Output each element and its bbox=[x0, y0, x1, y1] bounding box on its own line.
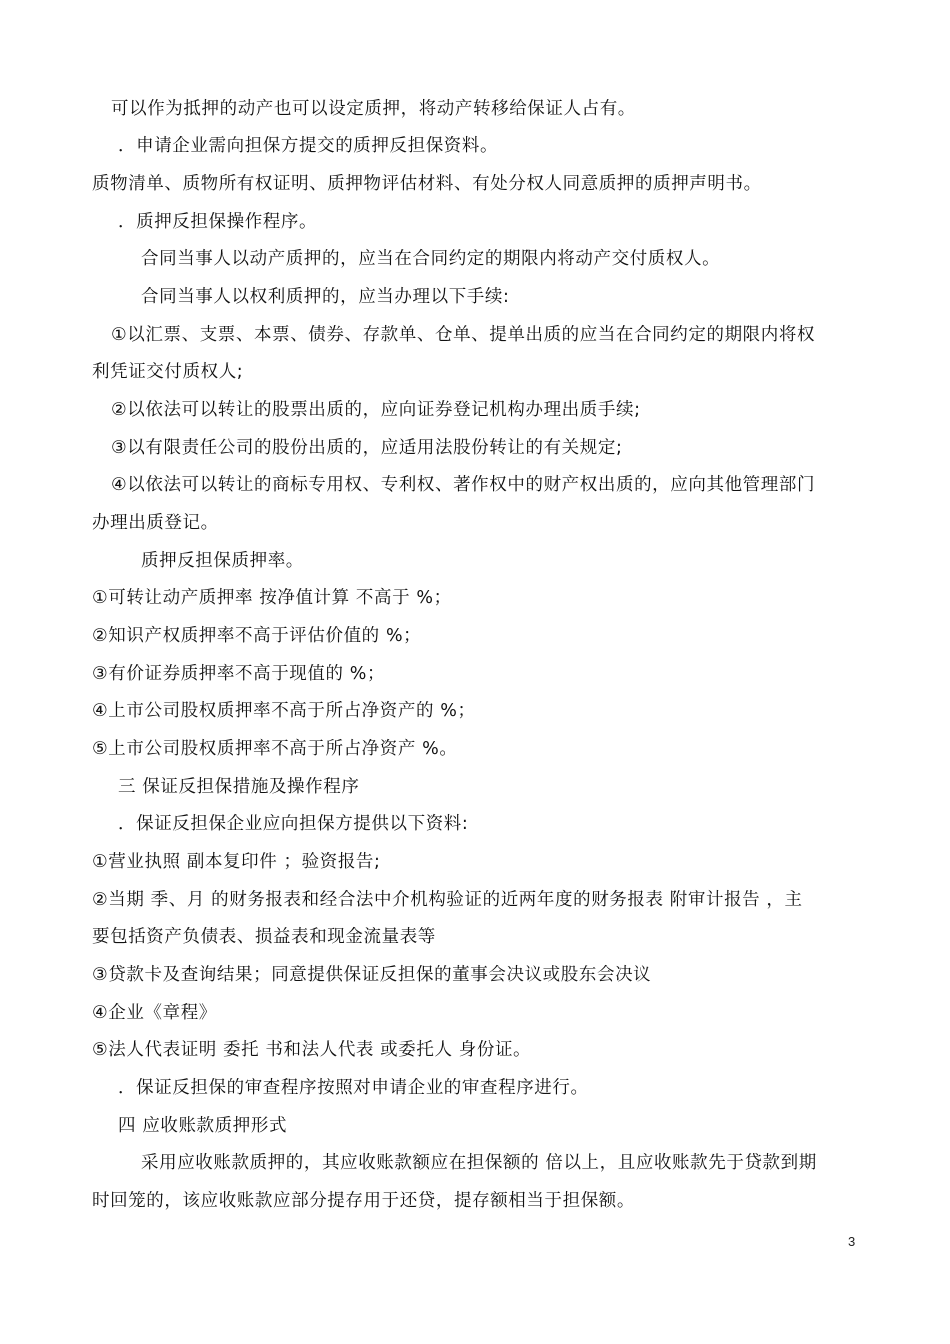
section-heading: ．质押反担保操作程序。 bbox=[118, 212, 318, 232]
section-heading: 三 保证反担保措施及操作程序 bbox=[118, 777, 360, 797]
list-item: ①可转让动产质押率 按净值计算 不高于 %； bbox=[92, 588, 452, 608]
paragraph-line: 合同当事人以权利质押的，应当办理以下手续: bbox=[141, 287, 510, 307]
section-heading: 四 应收账款质押形式 bbox=[118, 1116, 288, 1136]
section-heading: ．保证反担保的审查程序按照对申请企业的审查程序进行。 bbox=[118, 1078, 589, 1098]
list-item: ④上市公司股权质押率不高于所占净资产的 %； bbox=[92, 701, 476, 721]
paragraph-line: 可以作为抵押的动产也可以设定质押，将动产转移给保证人占有。 bbox=[111, 99, 636, 119]
paragraph-line: 采用应收账款质押的，其应收账款额应在担保额的 倍以上，且应收账款先于贷款到期 bbox=[141, 1153, 817, 1173]
list-item: ⑤上市公司股权质押率不高于所占净资产 %。 bbox=[92, 739, 458, 759]
section-heading: ．申请企业需向担保方提交的质押反担保资料。 bbox=[118, 136, 499, 156]
list-item: ②知识产权质押率不高于评估价值的 %； bbox=[92, 626, 422, 646]
list-item-continuation: 利凭证交付质权人; bbox=[92, 362, 244, 382]
list-item: ④企业《章程》 bbox=[92, 1003, 217, 1023]
list-item: ③以有限责任公司的股份出质的，应适用法股份转让的有关规定; bbox=[111, 438, 623, 458]
list-item: ③有价证券质押率不高于现值的 %； bbox=[92, 664, 386, 684]
list-item: ①营业执照 副本复印件 ；验资报告; bbox=[92, 852, 381, 872]
list-item: ②当期 季、月 的财务报表和经合法中介机构验证的近两年度的财务报表 附审计报告 ，主 bbox=[92, 890, 803, 910]
list-item-continuation: 办理出质登记。 bbox=[92, 513, 219, 533]
paragraph-line: 合同当事人以动产质押的，应当在合同约定的期限内将动产交付质权人。 bbox=[141, 249, 721, 269]
paragraph-line: 时回笼的，该应收账款应部分提存用于还贷，提存额相当于担保额。 bbox=[92, 1191, 635, 1211]
section-heading: ．保证反担保企业应向担保方提供以下资料: bbox=[118, 814, 469, 834]
list-item: ①以汇票、支票、本票、债券、存款单、仓单、提单出质的应当在合同约定的期限内将权 bbox=[111, 325, 816, 345]
list-item: ④以依法可以转让的商标专用权、专利权、著作权中的财产权出质的，应向其他管理部门 bbox=[111, 475, 816, 495]
page-number: 3 bbox=[848, 1234, 856, 1249]
list-item: ⑤法人代表证明 委托 书和法人代表 或委托人 身份证。 bbox=[92, 1040, 532, 1060]
list-item: ②以依法可以转让的股票出质的，应向证券登记机构办理出质手续; bbox=[111, 400, 641, 420]
paragraph-line: 质物清单、质物所有权证明、质押物评估材料、有处分权人同意质押的质押声明书。 bbox=[92, 174, 762, 194]
list-item-continuation: 要包括资产负债表、损益表和现金流量表等 bbox=[92, 927, 436, 947]
list-item: ③贷款卡及查询结果；同意提供保证反担保的董事会决议或股东会决议 bbox=[92, 965, 652, 985]
section-heading: 质押反担保质押率。 bbox=[141, 551, 304, 571]
